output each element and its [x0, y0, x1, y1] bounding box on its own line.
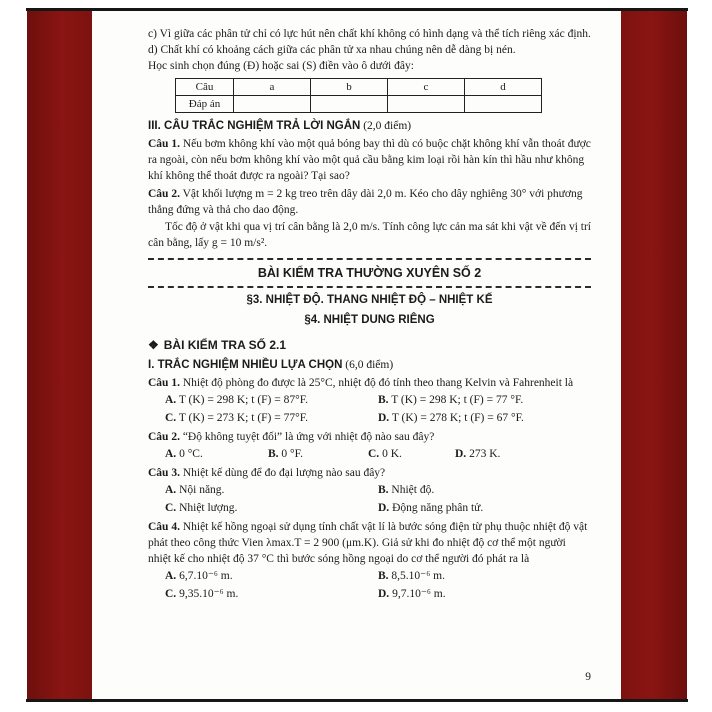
option-text: T (K) = 298 K; t (F) = 87°F. [176, 394, 309, 406]
table-header-row [176, 79, 542, 96]
table-answer-row [176, 96, 542, 113]
option-row [165, 445, 591, 463]
option-text: 273 K. [466, 448, 501, 460]
short-question-2 [148, 186, 591, 218]
mcq-question-2 [148, 429, 591, 463]
answer-table [175, 78, 542, 113]
question-text: Nhiệt độ phòng đo được là 25°C, nhiệt độ đó tính theo thang Kelvin và Fahrenheit là [179, 377, 574, 389]
option-a [165, 445, 268, 463]
option-label: D. [378, 502, 390, 514]
short-question-2-continued: Tốc độ ở vật khi qua vị trí cân bằng là 2,0 m/s. Tính công lực cản ma sát khi vật về đến vị trí cân bằng, lấy g = 10 m/s². [148, 221, 591, 249]
option-label: B. [378, 484, 389, 496]
option-b [378, 481, 591, 499]
option-text: Nội năng. [176, 484, 225, 496]
option-text: Nhiệt độ. [388, 484, 435, 496]
short-question-1 [148, 136, 591, 184]
section-iii-points: (2,0 điểm) [360, 120, 412, 132]
table-cell [311, 96, 388, 113]
option-text: Nhiệt lượng. [176, 502, 238, 514]
option-b [268, 445, 368, 463]
option-label: A. [165, 570, 177, 582]
section-iii-title: III. CÂU TRẮC NGHIỆM TRẢ LỜI NGẮN [148, 120, 361, 132]
option-label: C. [165, 502, 177, 514]
table-header-cell: a [234, 79, 311, 96]
lesson-4-title: §4. NHIỆT DUNG RIÊNG [304, 314, 435, 326]
mcq-question-1 [148, 375, 591, 427]
option-label: B. [378, 570, 389, 582]
option-d [378, 409, 591, 427]
page-content [92, 11, 621, 699]
option-text: T (K) = 298 K; t (F) = 77 °F. [388, 394, 524, 406]
book-cover-left [27, 11, 92, 699]
question-text: “Độ không tuyệt đối” là ứng với nhiệt độ nào sau đây? [179, 431, 435, 443]
options [165, 391, 591, 427]
option-label: C. [165, 412, 177, 424]
option-label: D. [378, 588, 390, 600]
option-text: T (K) = 278 K; t (F) = 67 °F. [389, 412, 524, 424]
section-iii-heading [148, 118, 591, 134]
test-title [148, 337, 591, 353]
option-row [165, 567, 591, 585]
question-text: Nhiệt kế hồng ngoại sử dụng tính chất vật lí là bước sóng điện từ phụ thuộc nhiệt độ vật phát theo công thức Vien λmax.T = 2 900 (μm.K). Giả sử khi đo nhiệt độ cơ thể một người nhiệt kế cho nhiệt độ 37 °C thì bước sóng hồng ngoại do cơ thể người đó phát ra là [148, 521, 588, 565]
option-a [165, 567, 378, 585]
mcq-question-4 [148, 519, 591, 603]
option-a [165, 391, 378, 409]
option-row [165, 409, 591, 427]
option-b [378, 567, 591, 585]
question-label: Câu 2. [148, 188, 180, 200]
table-cell [234, 96, 311, 113]
option-text: 9,7.10⁻⁶ m. [389, 588, 446, 600]
question-text: Nhiệt kế dùng để đo đại lượng nào sau đây? [179, 467, 386, 479]
option-a [165, 481, 378, 499]
option-label: C. [165, 588, 177, 600]
option-row [165, 391, 591, 409]
diamond-icon: ❖ [148, 338, 159, 352]
option-d [455, 445, 591, 463]
question-label: Câu 1. [148, 138, 180, 150]
book-cover-right [621, 11, 687, 699]
table-cell [388, 96, 465, 113]
option-row [165, 585, 591, 603]
part-i-points: (6,0 điểm) [342, 359, 394, 371]
option-text: 0 °C. [176, 448, 203, 460]
statement-d: d) Chất khí có khoảng cách giữa các phân tử xa nhau chúng nên dễ dàng bị nén. [148, 44, 516, 56]
option-row [165, 499, 591, 517]
dashed-divider [148, 258, 591, 260]
chapter-banner-title: BÀI KIỂM TRA THƯỜNG XUYÊN SỐ 2 [257, 266, 482, 280]
book-edge-bottom [26, 699, 688, 702]
option-label: A. [165, 448, 177, 460]
question-label: Câu 4. [148, 521, 180, 533]
page-number: 9 [585, 671, 591, 683]
options [165, 481, 591, 517]
option-text: 6,7.10⁻⁶ m. [176, 570, 233, 582]
question-stem [148, 375, 591, 391]
option-text: 0 K. [379, 448, 402, 460]
table-header-cell: Câu [176, 79, 234, 96]
test-title-text: BÀI KIỂM TRA SỐ 2.1 [163, 338, 287, 352]
option-text: 0 °F. [278, 448, 303, 460]
option-label: A. [165, 394, 177, 406]
statement-c: c) Vì giữa các phân tử chỉ có lực hút nên chất khí không có hình dạng và thể tích riêng xác định. [148, 28, 591, 40]
part-i-heading [148, 357, 591, 373]
table-row-label: Đáp án [176, 96, 234, 113]
option-label: B. [378, 394, 389, 406]
option-text: T (K) = 273 K; t (F) = 77°F. [176, 412, 309, 424]
question-label: Câu 3. [148, 467, 180, 479]
mcq-question-3 [148, 465, 591, 517]
option-label: D. [378, 412, 390, 424]
table-instruction: Học sinh chọn đúng (Đ) hoặc sai (S) điền vào ô dưới đây: [148, 60, 414, 72]
chapter-banner [148, 258, 591, 328]
question-label: Câu 1. [148, 377, 180, 389]
option-label: A. [165, 484, 177, 496]
table-header-cell: d [465, 79, 542, 96]
question-stem [148, 519, 591, 567]
option-d [378, 499, 591, 517]
question-label: Câu 2. [148, 431, 180, 443]
option-text: Động năng phân tử. [389, 502, 484, 514]
question-stem [148, 465, 591, 481]
question-text: Vật khối lượng m = 2 kg treo trên dây dài 2,0 m. Kéo cho dây nghiêng 30° với phương thẳng đứng và thả cho dao động. [148, 188, 583, 216]
option-label: D. [455, 448, 467, 460]
options [165, 445, 591, 463]
option-b [378, 391, 591, 409]
dashed-divider [148, 286, 591, 288]
part-i-title: I. TRẮC NGHIỆM NHIỀU LỰA CHỌN [148, 359, 343, 371]
table-header-cell: b [311, 79, 388, 96]
option-row [165, 481, 591, 499]
option-text: 9,35.10⁻⁶ m. [176, 588, 239, 600]
question-stem [148, 429, 591, 445]
lesson-3-title: §3. NHIỆT ĐỘ. THANG NHIỆT ĐỘ – NHIỆT KẾ [246, 294, 493, 306]
option-label: B. [268, 448, 279, 460]
table-cell [465, 96, 542, 113]
option-c [165, 499, 378, 517]
option-label: C. [368, 448, 380, 460]
options [165, 567, 591, 603]
option-c [368, 445, 455, 463]
option-c [165, 585, 378, 603]
table-header-cell: c [388, 79, 465, 96]
option-d [378, 585, 591, 603]
option-text: 8,5.10⁻⁶ m. [388, 570, 445, 582]
question-text: Nếu bơm không khí vào một quả bóng bay thì dù có buộc chặt không khí vẫn thoát được ra ngoài, còn nếu bơm không khí vào một quả cầu bằng kim loại rồi hàn kín thì hầu như không khí không thể thoát được ra ngoài? Tại sao? [148, 138, 591, 182]
option-c [165, 409, 378, 427]
